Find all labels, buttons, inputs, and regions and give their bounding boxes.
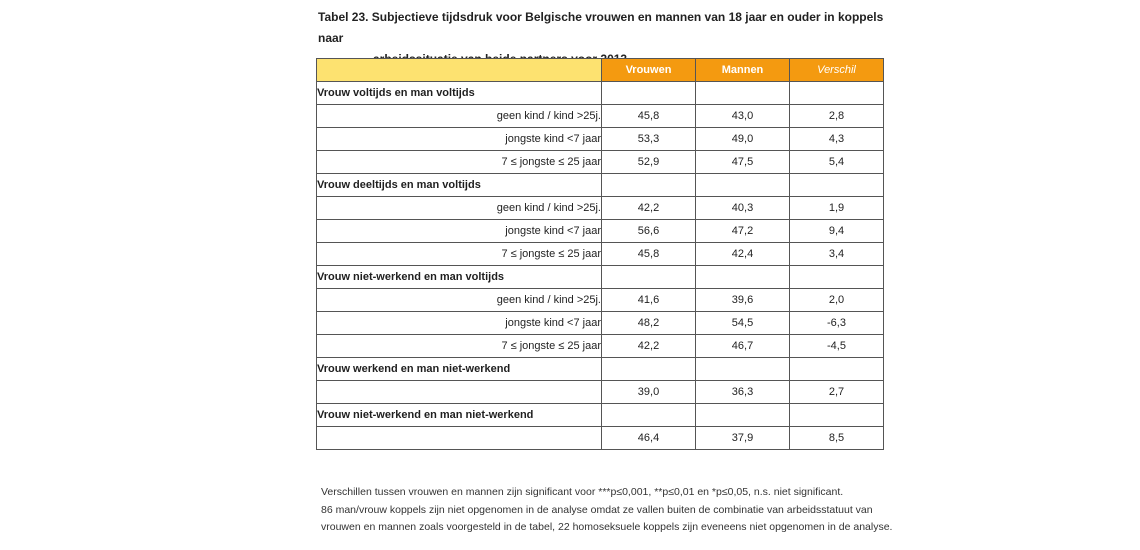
table-row	[317, 312, 884, 335]
verschil-value: 1,9	[790, 197, 884, 220]
row-label: 7 ≤ jongste ≤ 25 jaar	[317, 243, 602, 266]
header-mannen: Mannen	[696, 59, 790, 82]
vrouwen-value: 52,9	[602, 151, 696, 174]
row-label	[317, 381, 602, 404]
group-row	[317, 82, 884, 105]
empty-cell	[696, 174, 790, 197]
vrouwen-value: 39,0	[602, 381, 696, 404]
table-row	[317, 335, 884, 358]
row-label: jongste kind <7 jaar	[317, 220, 602, 243]
group-row	[317, 266, 884, 289]
row-label: geen kind / kind >25j.	[317, 105, 602, 128]
row-label: geen kind / kind >25j.	[317, 289, 602, 312]
empty-cell	[602, 358, 696, 381]
empty-cell	[602, 174, 696, 197]
mannen-value: 37,9	[696, 427, 790, 450]
verschil-value: 3,4	[790, 243, 884, 266]
mannen-value: 47,2	[696, 220, 790, 243]
header-row	[317, 59, 884, 82]
group-label: Vrouw voltijds en man voltijds	[317, 82, 602, 105]
vrouwen-value: 48,2	[602, 312, 696, 335]
verschil-value: 2,0	[790, 289, 884, 312]
row-label	[317, 427, 602, 450]
empty-cell	[602, 266, 696, 289]
row-label: jongste kind <7 jaar	[317, 312, 602, 335]
vrouwen-value: 42,2	[602, 197, 696, 220]
mannen-value: 39,6	[696, 289, 790, 312]
group-row	[317, 358, 884, 381]
vrouwen-value: 45,8	[602, 105, 696, 128]
empty-cell	[790, 266, 884, 289]
group-row	[317, 404, 884, 427]
empty-cell	[696, 358, 790, 381]
mannen-value: 42,4	[696, 243, 790, 266]
vrouwen-value: 42,2	[602, 335, 696, 358]
footnote-2: 86 man/vrouw koppels zijn niet opgenomen in de analyse omdat ze vallen buiten de combinatie van arbeidsstatuut van	[321, 503, 873, 516]
verschil-value: 2,7	[790, 381, 884, 404]
mannen-value: 43,0	[696, 105, 790, 128]
verschil-value: 8,5	[790, 427, 884, 450]
table-row	[317, 197, 884, 220]
empty-cell	[696, 404, 790, 427]
table-row	[317, 151, 884, 174]
table-row	[317, 243, 884, 266]
row-label: 7 ≤ jongste ≤ 25 jaar	[317, 151, 602, 174]
header-verschil: Verschil	[790, 59, 884, 82]
row-label: 7 ≤ jongste ≤ 25 jaar	[317, 335, 602, 358]
group-row	[317, 174, 884, 197]
vrouwen-value: 41,6	[602, 289, 696, 312]
table-row	[317, 105, 884, 128]
table-body	[317, 82, 884, 450]
group-label: Vrouw niet-werkend en man voltijds	[317, 266, 602, 289]
table-row	[317, 220, 884, 243]
empty-cell	[790, 174, 884, 197]
empty-cell	[790, 404, 884, 427]
verschil-value: 5,4	[790, 151, 884, 174]
table-row	[317, 427, 884, 450]
row-label: jongste kind <7 jaar	[317, 128, 602, 151]
mannen-value: 49,0	[696, 128, 790, 151]
mannen-value: 47,5	[696, 151, 790, 174]
verschil-value: -4,5	[790, 335, 884, 358]
table-row	[317, 128, 884, 151]
footnote-3: vrouwen en mannen zoals voorgesteld in de tabel, 22 homoseksuele koppels zijn eveneens niet opgenomen in de analyse.	[321, 521, 893, 533]
empty-cell	[790, 358, 884, 381]
mannen-value: 36,3	[696, 381, 790, 404]
verschil-value: 9,4	[790, 220, 884, 243]
data-table	[316, 58, 884, 450]
empty-cell	[696, 82, 790, 105]
vrouwen-value: 53,3	[602, 128, 696, 151]
title-line-1: Tabel 23. Subjectieve tijdsdruk voor Belgische vrouwen en mannen van 18 jaar en ouder in koppels naar	[318, 10, 884, 45]
vrouwen-value: 56,6	[602, 220, 696, 243]
group-label: Vrouw deeltijds en man voltijds	[317, 174, 602, 197]
empty-cell	[696, 266, 790, 289]
table-row	[317, 381, 884, 404]
verschil-value: -6,3	[790, 312, 884, 335]
empty-cell	[602, 82, 696, 105]
mannen-value: 46,7	[696, 335, 790, 358]
header-vrouwen: Vrouwen	[602, 59, 696, 82]
verschil-value: 4,3	[790, 128, 884, 151]
row-label: geen kind / kind >25j.	[317, 197, 602, 220]
mannen-value: 40,3	[696, 197, 790, 220]
table-row	[317, 289, 884, 312]
verschil-value: 2,8	[790, 105, 884, 128]
group-label: Vrouw werkend en man niet-werkend	[317, 358, 602, 381]
vrouwen-value: 45,8	[602, 243, 696, 266]
footnotes	[321, 484, 901, 537]
mannen-value: 54,5	[696, 312, 790, 335]
footnote-1: Verschillen tussen vrouwen en mannen zijn significant voor ***p≤0,001, **p≤0,01 en *p≤0,05, n.s. niet significant.	[321, 486, 844, 498]
empty-cell	[602, 404, 696, 427]
group-label: Vrouw niet-werkend en man niet-werkend	[317, 404, 602, 427]
vrouwen-value: 46,4	[602, 427, 696, 450]
empty-cell	[790, 82, 884, 105]
header-blank-cell	[317, 59, 602, 82]
